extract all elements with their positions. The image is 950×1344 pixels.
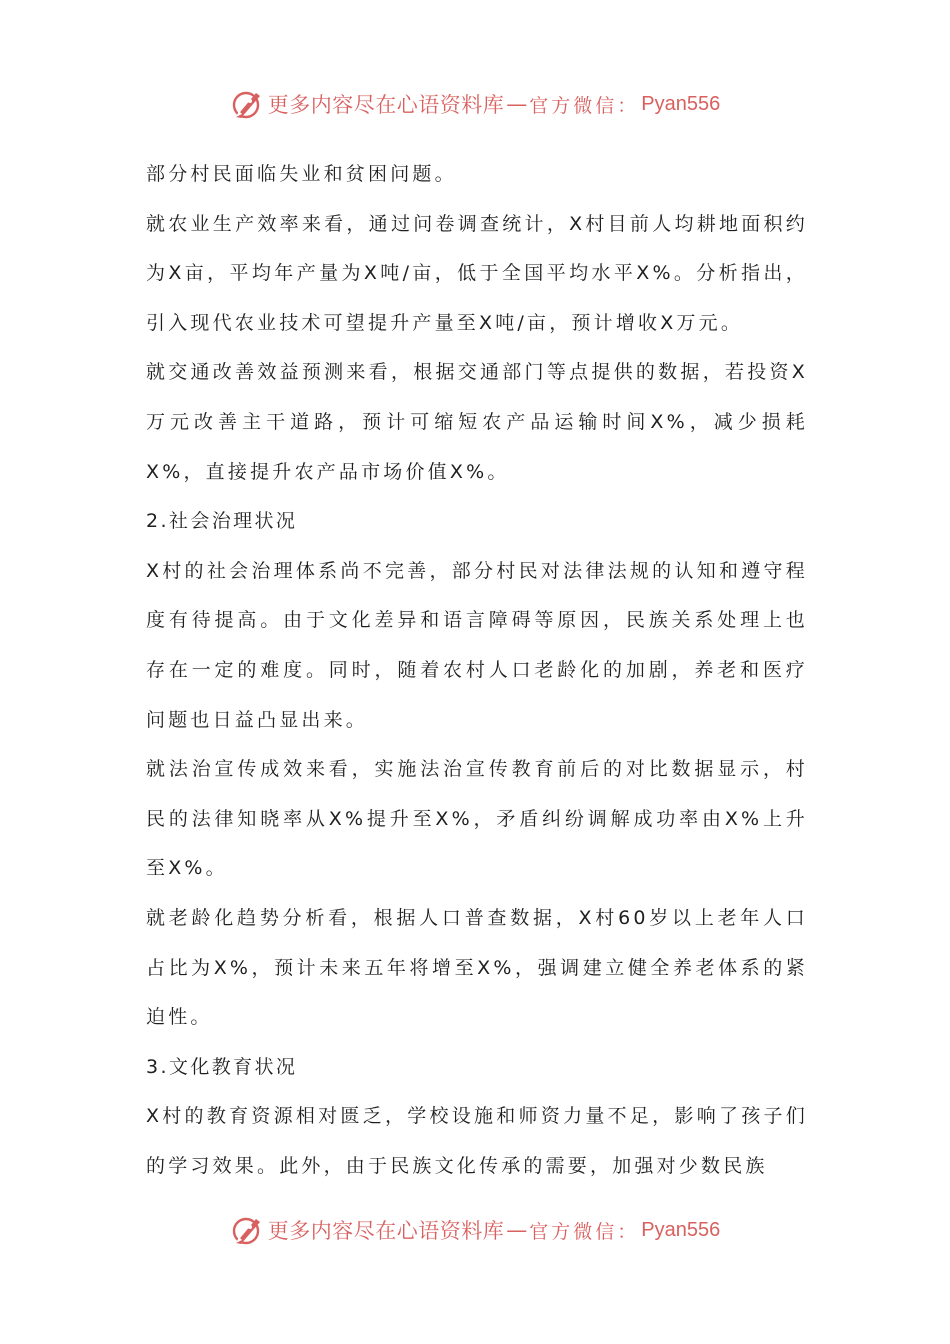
paragraph: X村的教育资源相对匮乏，学校设施和师资力量不足，影响了孩子们的学习效果。此外，由于民族文化传承的需要，加强对少数民族 <box>146 1105 808 1177</box>
paragraph: 就农业生产效率来看，通过问卷调查统计，X村目前人均耕地面积约为X亩，平均年产量为X吨/亩，低于全国平均水平X%。分析指出，引入现代农业技术可望提升产量至X吨/亩，预计增收X万元。 <box>146 212 808 334</box>
pen-logo-icon <box>230 87 264 121</box>
watermark-wechat-id: Pyan556 <box>641 1218 721 1241</box>
watermark-brand: 更多内容尽在心语资料库 <box>267 1219 505 1243</box>
paragraph: 就老龄化趋势分析看，根据人口普查数据，X村60岁以上老年人口占比为X%，预计未来五年将增至X%，强调建立健全养老体系的紧迫性。 <box>146 906 808 1029</box>
document-body <box>146 150 808 1191</box>
watermark-brand: 更多内容尽在心语资料库 <box>267 93 505 117</box>
section-heading: 3.文化教育状况 <box>146 1055 298 1078</box>
watermark-official-label: 官方微信： <box>529 94 640 117</box>
paragraph: 就法治宣传成效来看，实施法治宣传教育前后的对比数据显示，村民的法律知晓率从X%提升至X%，矛盾纠纷调解成功率由X%上升至X%。 <box>146 758 808 880</box>
watermark-footer <box>0 1210 950 1250</box>
section-heading: 2.社会治理状况 <box>146 510 298 533</box>
watermark-header <box>0 84 950 124</box>
watermark-official-label: 官方微信： <box>529 1220 640 1243</box>
paragraph: 就交通改善效益预测来看，根据交通部门等点提供的数据，若投资X万元改善主干道路，预计可缩短农产品运输时间X%，减少损耗X%，直接提升农产品市场价值X%。 <box>146 361 808 483</box>
pen-logo-icon <box>230 1213 264 1247</box>
watermark-separator: — <box>506 1218 528 1242</box>
paragraph: 部分村民面临失业和贫困问题。 <box>146 163 457 185</box>
watermark-wechat-id: Pyan556 <box>641 92 721 115</box>
paragraph: X村的社会治理体系尚不完善，部分村民对法律法规的认知和遵守程度有待提高。由于文化差异和语言障碍等原因，民族关系处理上也存在一定的难度。同时，随着农村人口老龄化的加剧，养老和医疗问题也日益凸显出来。 <box>146 559 808 731</box>
watermark-separator: — <box>506 92 528 116</box>
